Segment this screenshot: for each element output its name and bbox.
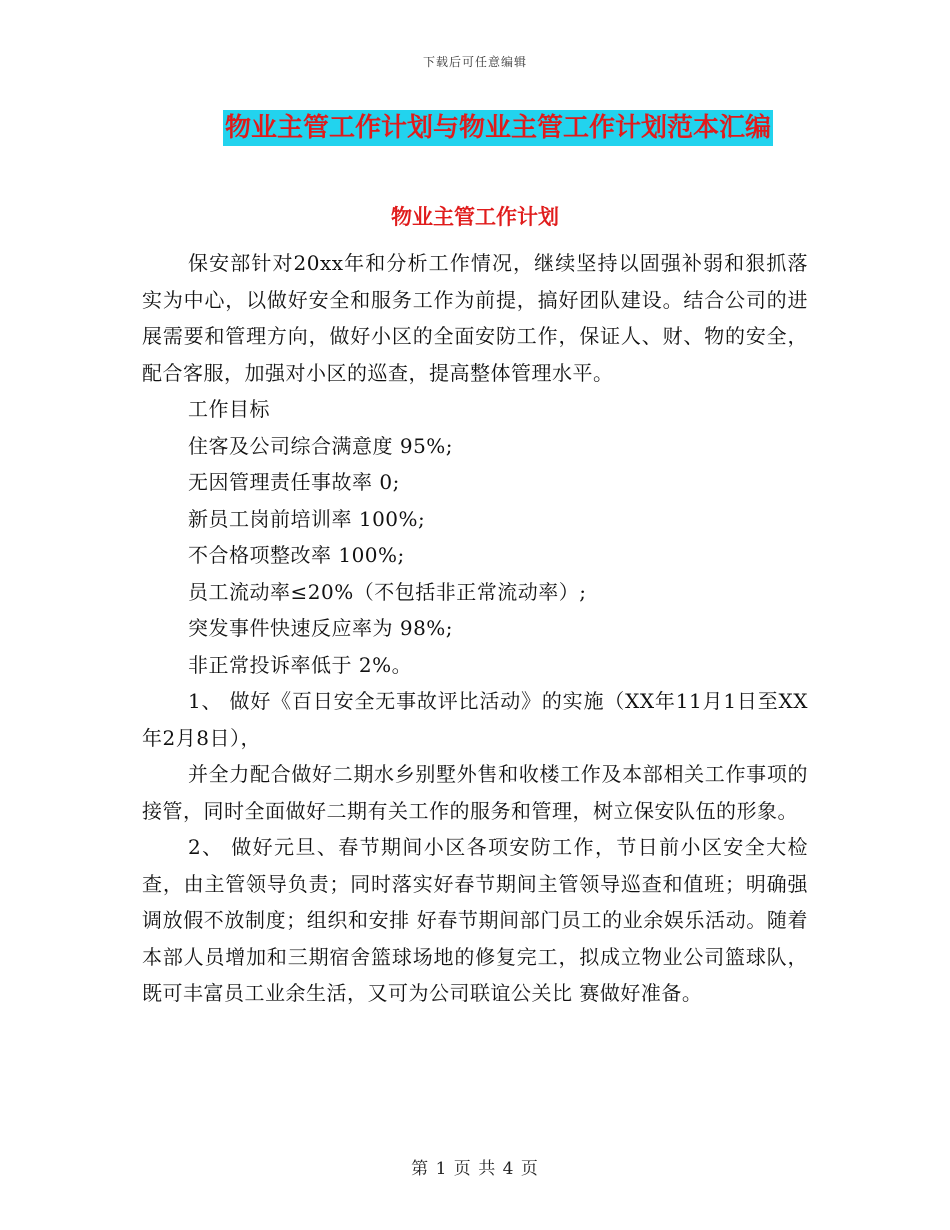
main-title: 物业主管工作计划与物业主管工作计划范本汇编 <box>223 110 773 146</box>
goal-item: 员工流动率≤20%（不包括非正常流动率）; <box>188 579 587 604</box>
paragraph-task-2: 2、 做好元旦、春节期间小区各项安防工作，节日前小区安全大检查，由主管领导负责；同时落实好春节期间主管领导巡查和值班；明确强调放假不放制度；组织和安排 好春节期间部门员工的业余娱乐活动。随着本部人员增加和三期宿舍篮球场地的修复完工，拟成立物业公司篮球队，既可丰富员工业余生活，又可为公司联谊公关比 赛做好准备。 <box>142 835 808 1005</box>
paragraph-task-1: 1、 做好《百日安全无事故评比活动》的实施（XX年11月1日至XX年2月8日）， <box>142 689 808 750</box>
header-note: 下载后可任意编辑 <box>422 55 527 69</box>
paragraph-task-1-detail: 并全力配合做好二期水乡别墅外售和收楼工作及本部相关工作事项的接管，同时全面做好二期有关工作的服务和管理，树立保安队伍的形象。 <box>142 762 808 823</box>
section-title: 物业主管工作计划 <box>391 205 559 229</box>
goal-item: 住客及公司综合满意度 95%; <box>188 433 454 458</box>
goal-item: 无因管理责任事故率 0; <box>188 470 400 494</box>
goal-item: 非正常投诉率低于 2%。 <box>188 652 413 677</box>
paragraph-goals-heading: 工作目标 <box>188 397 270 421</box>
main-title-container <box>0 110 950 146</box>
body-text <box>142 245 808 1012</box>
paragraph-intro: 保安部针对20xx年和分析工作情况，继续坚持以固强补弱和狠抓落实为中心，以做好安全和服务工作为前提，搞好团队建设。结合公司的进展需要和管理方向，做好小区的全面安防工作，保证人、财、物的安全，配合客服，加强对小区的巡查，提高整体管理水平。 <box>142 251 808 385</box>
goal-item: 新员工岗前培训率 100%; <box>188 506 426 531</box>
page-number-footer: 第 1 页 共 4 页 <box>411 1159 539 1179</box>
goal-item: 不合格项整改率 100%; <box>188 543 405 567</box>
goal-item: 突发事件快速反应率为 98%; <box>188 616 454 640</box>
